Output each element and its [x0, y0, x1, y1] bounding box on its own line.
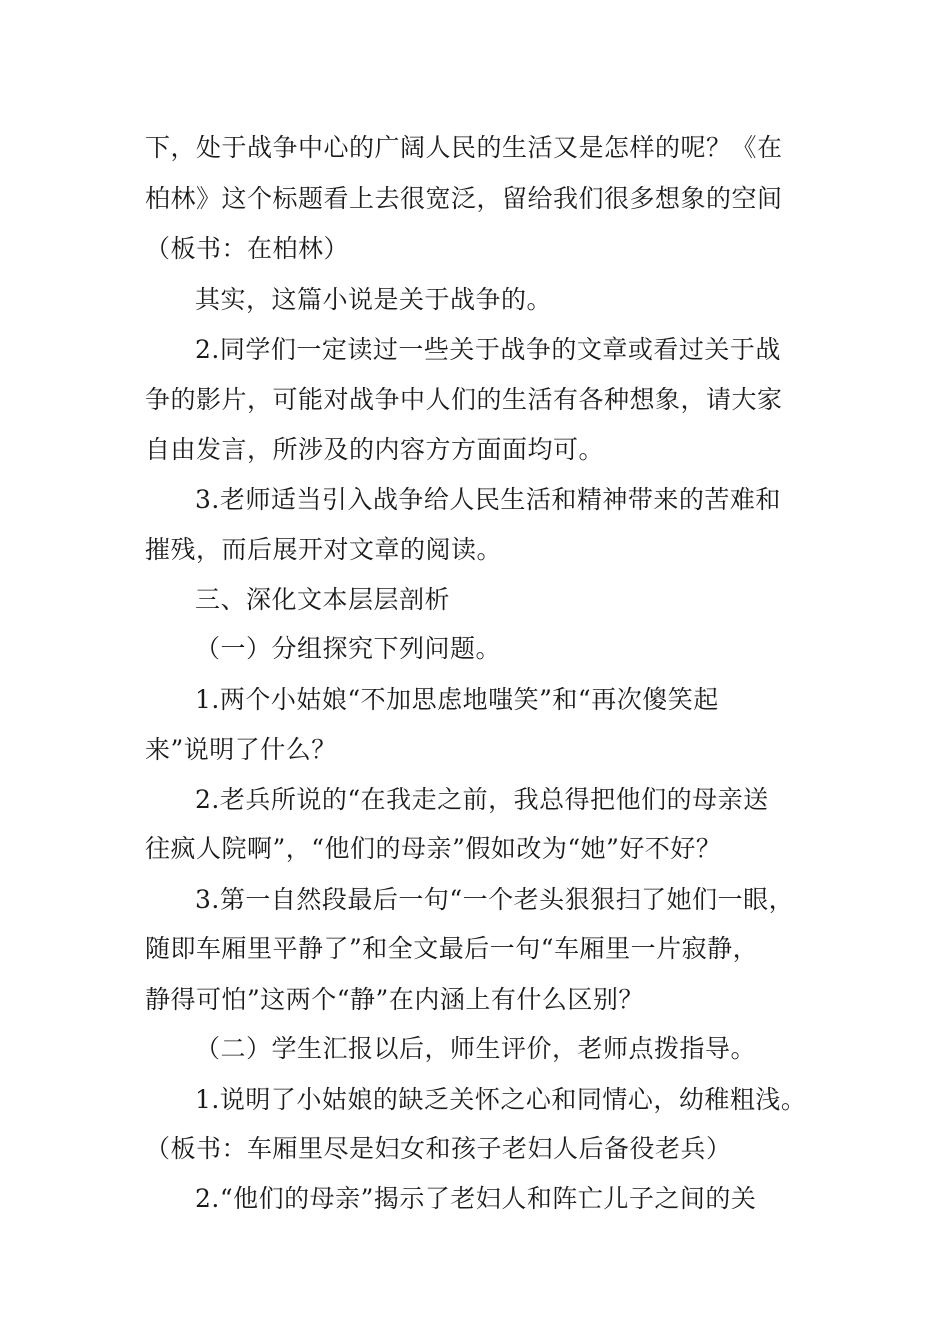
- text-line: 静得可怕”这两个“静”在内涵上有什么区别？: [145, 985, 644, 1014]
- text-line: 争的影片，可能对战争中人们的生活有各种想象，请大家: [145, 385, 783, 414]
- text-line: 2.老兵所说的“在我走之前，我总得把他们的母亲送: [195, 785, 769, 814]
- text-line: 自由发言，所涉及的内容方方面面均可。: [145, 435, 605, 464]
- text-line: 随即车厢里平静了”和全文最后一句“车厢里一片寂静，: [145, 934, 759, 963]
- text-line: 1.两个小姑娘“不加思虑地嗤笑”和“再次傻笑起: [195, 685, 719, 714]
- text-line: 摧残，而后展开对文章的阅读。: [145, 535, 503, 564]
- text-line: 往疯人院啊”，“他们的母亲”假如改为“她”好不好？: [145, 834, 722, 863]
- text-line: 柏林》这个标题看上去很宽泛，留给我们很多想象的空间: [145, 184, 783, 213]
- text-line: 1.说明了小姑娘的缺乏关怀之心和同情心，幼稚粗浅。: [195, 1085, 807, 1114]
- text-line: 其实，这篇小说是关于战争的。: [195, 285, 553, 314]
- text-line: 2.同学们一定读过一些关于战争的文章或看过关于战: [195, 335, 781, 364]
- subsection-heading: （一）分组探究下列问题。: [195, 634, 502, 663]
- subsection-heading: （二）学生汇报以后，师生评价，老师点拨指导。: [195, 1034, 757, 1063]
- text-line: 2.“他们的母亲”揭示了老妇人和阵亡儿子之间的关: [195, 1184, 757, 1213]
- section-heading: 三、深化文本层层剖析: [195, 585, 451, 614]
- text-line: 来”说明了什么？: [145, 735, 337, 764]
- text-line: （板书：在柏林）: [145, 234, 350, 263]
- text-line: （板书：车厢里尽是妇女和孩子老妇人后备役老兵）: [145, 1134, 732, 1163]
- text-line: 3.第一自然段最后一句“一个老头狠狠扫了她们一眼，: [195, 885, 795, 914]
- text-line: 3.老师适当引入战争给人民生活和精神带来的苦难和: [195, 485, 781, 514]
- text-line: 下，处于战争中心的广阔人民的生活又是怎样的呢？《在: [145, 133, 783, 162]
